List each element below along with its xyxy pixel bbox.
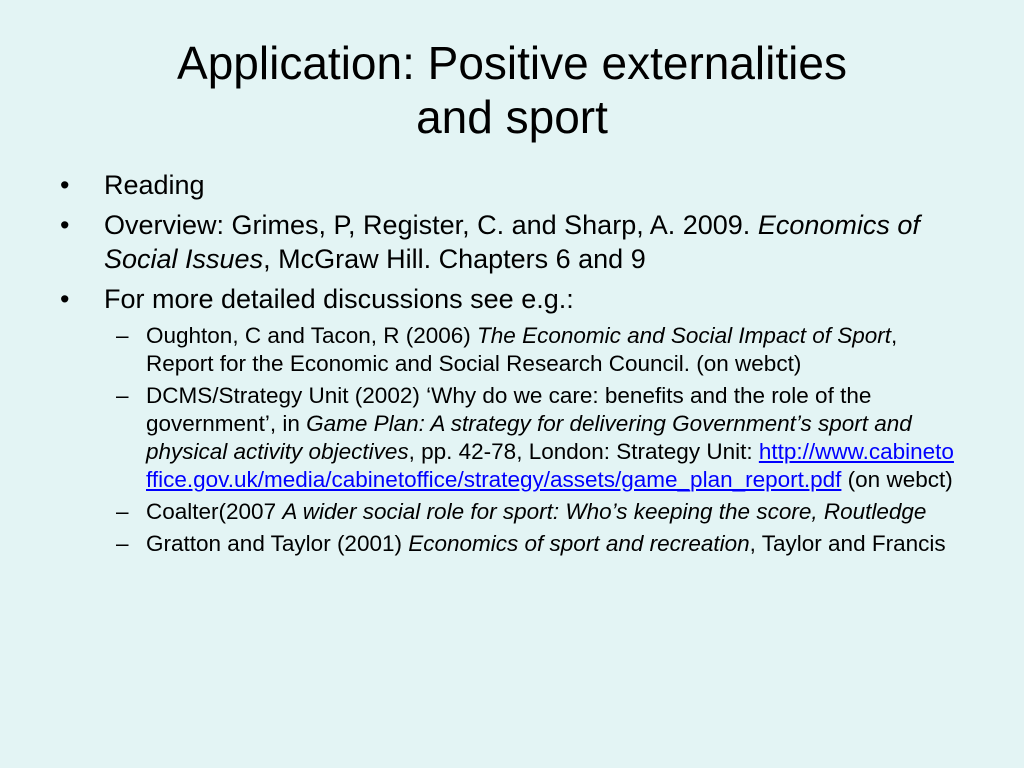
dcms-prefix: DCMS/Strategy Unit (2002) ‘Why do we care: benefits and the role of the government’, in <box>146 383 872 436</box>
bullet-icon: • <box>60 170 70 200</box>
bullet-icon: • <box>60 210 70 240</box>
subitem-coalter <box>60 498 960 526</box>
bullet-reading <box>60 168 960 202</box>
oughton-suffix: , Report for the Economic and Social Research Council. (on webct) <box>146 323 898 376</box>
game-plan-report-link[interactable]: http://www.cabinetoffice.gov.uk/media/cabinetoffice/strategy/assets/game_plan_report.pdf <box>146 439 954 492</box>
overview-suffix: , McGraw Hill. Chapters 6 and 9 <box>263 244 646 274</box>
subitem-gratton <box>60 530 960 558</box>
dcms-title: Game Plan: A strategy for delivering Government’s sport and physical activity objectives <box>146 411 912 464</box>
slide-title-line-2: and sport <box>416 91 608 143</box>
slide-body <box>60 168 960 562</box>
oughton-title: The Economic and Social Impact of Sport <box>477 323 892 348</box>
subitem-oughton <box>60 322 960 378</box>
bullet-more-discussions <box>60 282 960 316</box>
bullet-icon: • <box>60 284 70 314</box>
gratton-title: Economics of sport and recreation <box>408 531 750 556</box>
dcms-suffix: , pp. 42-78, London: Strategy Unit: <box>408 439 759 464</box>
oughton-prefix: Oughton, C and Tacon, R (2006) <box>146 323 478 348</box>
slide-title <box>60 36 964 144</box>
overview-book-title: Economics of Social Issues <box>104 210 920 274</box>
subitem-dcms <box>60 382 960 494</box>
dash-icon: – <box>116 323 129 348</box>
dcms-after-link: (on webct) <box>841 467 953 492</box>
dash-icon: – <box>116 531 129 556</box>
coalter-prefix: Coalter(2007 <box>146 499 283 524</box>
bullet-more-text: For more detailed discussions see e.g.: <box>104 284 574 314</box>
dash-icon: – <box>116 383 129 408</box>
gratton-prefix: Gratton and Taylor (2001) <box>146 531 409 556</box>
gratton-suffix: , Taylor and Francis <box>749 531 946 556</box>
bullet-reading-text: Reading <box>104 170 205 200</box>
dash-icon: – <box>116 499 129 524</box>
slide-title-line-1: Application: Positive externalities <box>177 37 847 89</box>
coalter-title: A wider social role for sport: Who’s keeping the score, Routledge <box>282 499 927 524</box>
bullet-overview <box>60 208 960 276</box>
overview-prefix: Overview: Grimes, P, Register, C. and Sharp, A. 2009. <box>104 210 751 240</box>
